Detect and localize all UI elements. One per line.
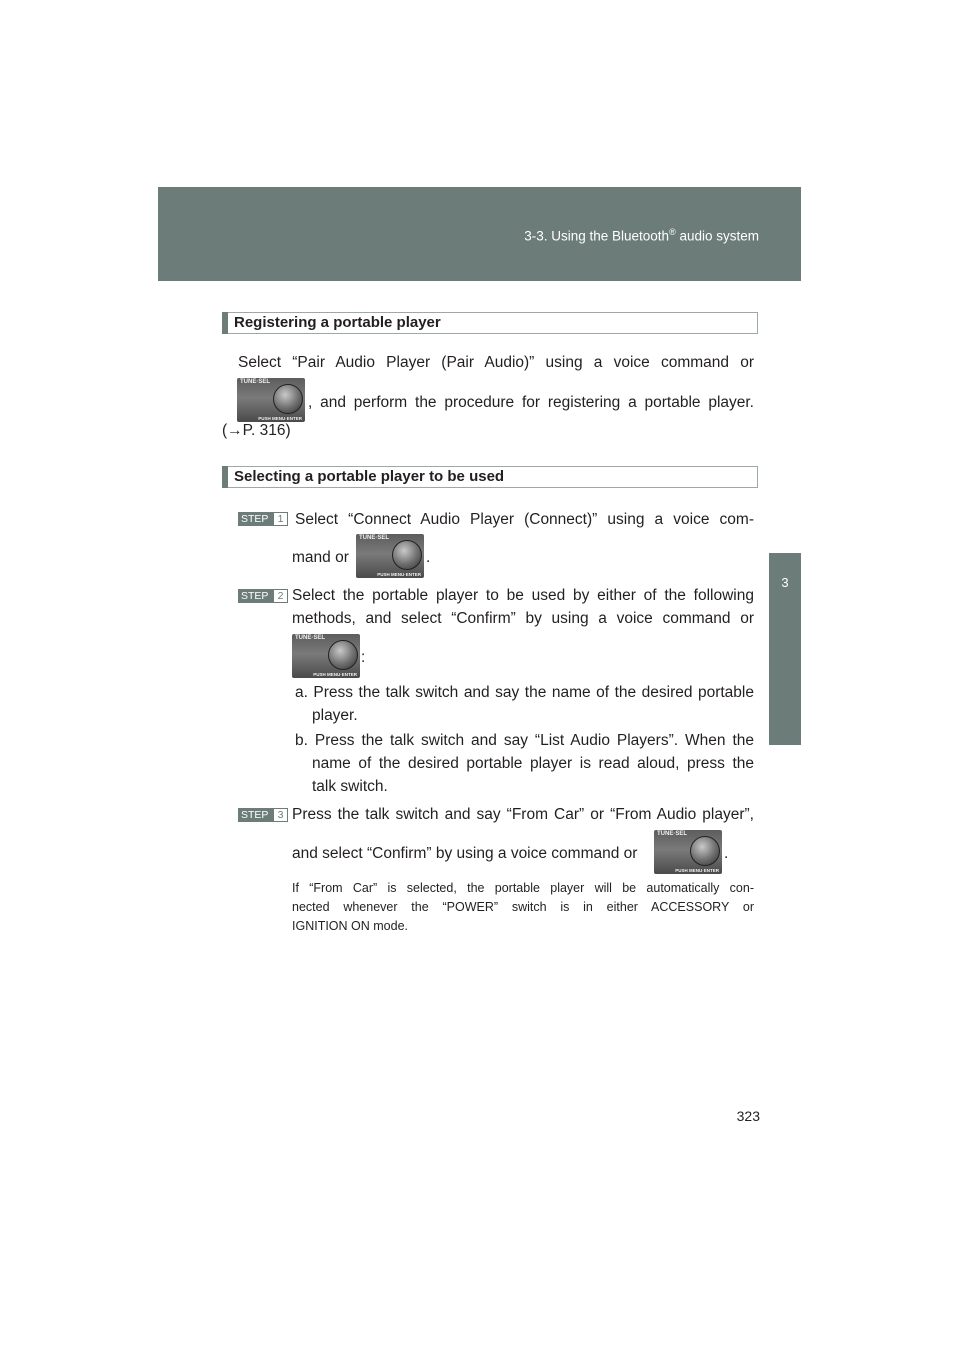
page-reference-link[interactable]: (→P. 316) xyxy=(222,422,291,439)
tune-sel-knob-icon: TUNE·SEL PUSH MENU·ENTER xyxy=(292,634,360,678)
chapter-header-bar xyxy=(158,187,801,281)
option-b-line2: name of the desired portable player is read aloud, press the xyxy=(312,755,754,772)
section-heading-selecting: Selecting a portable player to be used xyxy=(222,466,758,488)
tune-sel-knob-icon: TUNE·SEL PUSH MENU·ENTER xyxy=(237,378,305,422)
chapter-number: 3 xyxy=(781,575,789,590)
section1-line2: , and perform the procedure for registering a portable player. xyxy=(308,394,754,411)
option-b-line1: b. Press the talk switch and say “List Audio Players”. When the xyxy=(295,732,754,749)
step3-line1: Press the talk switch and say “From Car” or “From Audio player”, xyxy=(292,806,754,823)
note-line1: If “From Car” is selected, the portable player will be automatically con- xyxy=(292,881,754,895)
step1-line2-pre: mand or xyxy=(292,549,349,566)
note-line2: nected whenever the “POWER” switch is in either ACCESSORY or xyxy=(292,900,754,914)
header-title: 3-3. Using the Bluetooth® audio system xyxy=(524,227,759,244)
section1-line1: Select “Pair Audio Player (Pair Audio)” using a voice command or xyxy=(238,354,754,371)
section-heading-registering: Registering a portable player xyxy=(222,312,758,334)
step-1-badge: STEP 1 xyxy=(238,512,288,526)
step2-line3: : xyxy=(361,649,366,666)
step-2-badge: STEP 2 xyxy=(238,589,288,603)
step2-line1: Select the portable player to be used by either of the following xyxy=(292,587,754,604)
step2-line2: methods, and select “Confirm” by using a voice command or xyxy=(292,610,754,627)
option-a-line2: player. xyxy=(312,707,358,724)
step-3-badge: STEP 3 xyxy=(238,808,288,822)
step1-line2-post: . xyxy=(426,549,431,566)
note-line3: IGNITION ON mode. xyxy=(292,919,408,933)
option-a-line1: a. Press the talk switch and say the name of the desired portable xyxy=(295,684,754,701)
step3-line2-pre: and select “Confirm” by using a voice command or xyxy=(292,845,638,862)
step3-line2-post: . xyxy=(724,845,729,862)
step1-line1: Select “Connect Audio Player (Connect)” using a voice com- xyxy=(295,511,754,528)
chapter-label: Interior features xyxy=(769,632,783,720)
tune-sel-knob-icon: TUNE·SEL PUSH MENU·ENTER xyxy=(356,534,424,578)
option-b-line3: talk switch. xyxy=(312,778,388,795)
page-number: 323 xyxy=(736,1108,760,1124)
tune-sel-knob-icon: TUNE·SEL PUSH MENU·ENTER xyxy=(654,830,722,874)
